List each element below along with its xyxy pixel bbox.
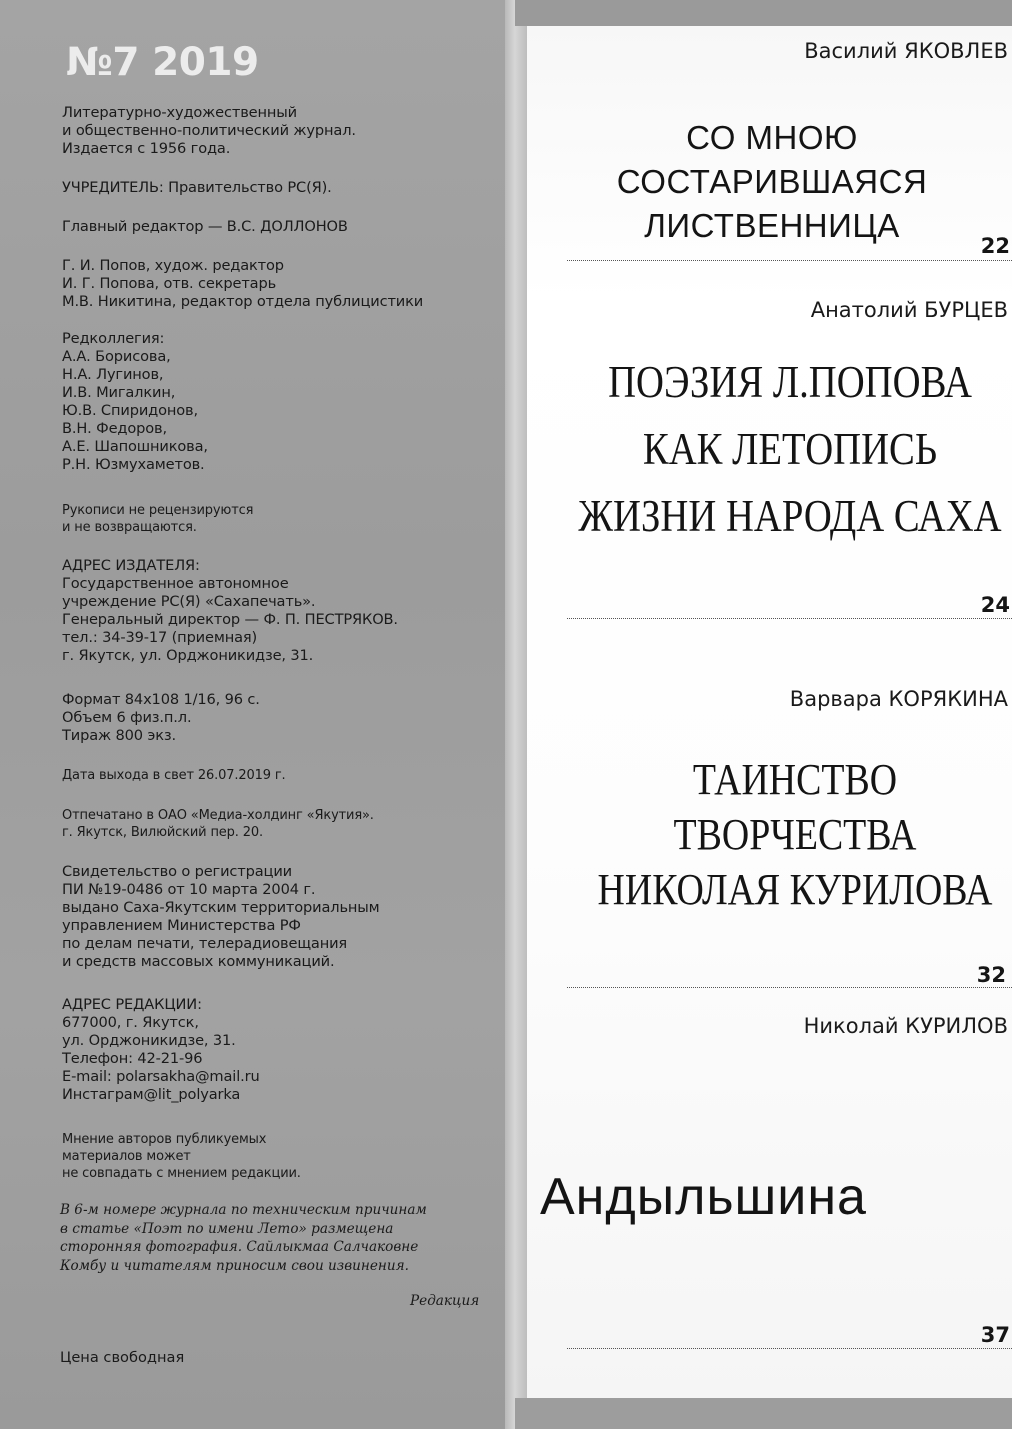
article-title [522, 116, 1012, 248]
disclaimer-line: материалов может [62, 1149, 191, 1164]
article-title: Андыльшина [540, 1168, 867, 1226]
manuscripts-note [62, 502, 502, 536]
board-line: В.Н. Федоров, [62, 420, 167, 437]
description-line: и общественно-политический журнал. [62, 122, 356, 139]
format-line: Формат 84х108 1/16, 96 с. [62, 691, 260, 708]
title-line: ЖИЗНИ НАРОДА САХА [578, 491, 1002, 541]
board-line: Ю.В. Спиридонов, [62, 402, 198, 419]
notice-line: В 6-м номере журнала по техническим причинам [60, 1202, 427, 1218]
board-line: А.А. Борисова, [62, 348, 171, 365]
board-line: И.В. Мигалкин, [62, 384, 176, 401]
editorial-instagram: Инстаграм@lit_polyarka [62, 1086, 241, 1103]
page-number: 32 [976, 963, 1006, 987]
title-line: ЛИСТВЕННИЦА [644, 207, 900, 244]
author-name: Варвара КОРЯКИНА [789, 687, 1008, 711]
notice-line: Комбу и читателям приносим свои извинения. [60, 1257, 409, 1274]
title-line: ПОЭЗИЯ Л.ПОПОВА [608, 357, 972, 407]
founder-line: УЧРЕДИТЕЛЬ: Правительство РС(Я). [62, 179, 332, 196]
title-line: СО МНОЮ [686, 119, 858, 156]
author-name: Василий ЯКОВЛЕВ [804, 39, 1008, 63]
format-line: Объем 6 физ.п.л. [62, 709, 192, 726]
editorial-address-line: АДРЕС РЕДАКЦИИ: [62, 996, 202, 1013]
printed-line: Отпечатано в ОАО «Медиа-холдинг «Якутия». [62, 808, 374, 823]
dotted-leader [567, 260, 1012, 261]
staff-line: М.В. Никитина, редактор отдела публицистики [62, 293, 424, 310]
editorial-address-line: Телефон: 42-21-96 [62, 1050, 203, 1067]
correction-notice [60, 1201, 500, 1275]
registration-line: Свидетельство о регистрации [62, 863, 292, 880]
format-line: Тираж 800 экз. [62, 727, 177, 744]
registration-line: по делам печати, телерадиовещания [62, 935, 348, 952]
board-line: Р.Н. Юзмухаметов. [62, 456, 205, 473]
staff-line: Г. И. Попов, худож. редактор [62, 257, 284, 274]
article-title [580, 752, 1010, 917]
staff-line: И. Г. Попова, отв. секретарь [62, 275, 277, 292]
publisher-line: учреждение РС(Я) «Сахапечать». [62, 593, 316, 610]
article-title [575, 349, 1005, 550]
board-line: А.Е. Шапошникова, [62, 438, 208, 455]
editorial-staff [62, 257, 502, 311]
registration-line: ПИ №19-0486 от 10 марта 2004 г. [62, 881, 316, 898]
title-line: НИКОЛАЯ КУРИЛОВА [597, 865, 993, 914]
editorial-address-line: 677000, г. Якутск, [62, 1014, 199, 1031]
dotted-leader [567, 618, 1012, 619]
page-number: 37 [980, 1323, 1010, 1347]
disclaimer-line: Мнение авторов публикуемых [62, 1132, 267, 1147]
notice-signature: Редакция [410, 1293, 480, 1309]
publisher-line: АДРЕС ИЗДАТЕЛЯ: [62, 557, 200, 574]
registration-line: выдано Саха-Якутским территориальным [62, 899, 380, 916]
disclaimer-line: не совпадать с мнением редакции. [62, 1166, 301, 1181]
manuscripts-line: и не возвращаются. [62, 520, 197, 535]
release-date [62, 767, 502, 784]
founder [62, 179, 502, 197]
editor-line: Главный редактор — В.С. ДОЛЛОНОВ [62, 218, 348, 235]
editorial-board [62, 330, 502, 474]
registration-line: и средств массовых коммуникаций. [62, 953, 335, 970]
print-format [62, 691, 502, 745]
publisher-line: Государственное автономное [62, 575, 289, 592]
page-number: 24 [980, 593, 1010, 617]
bottom-margin [515, 1398, 1012, 1429]
notice-line: в статье «Поэт по имени Лето» размещена [60, 1220, 394, 1237]
editorial-address-line: ул. Орджоникидзе, 31. [62, 1032, 236, 1049]
release-date-line: Дата выхода в свет 26.07.2019 г. [62, 768, 286, 783]
page-number: 22 [980, 234, 1010, 258]
author-name: Николай КУРИЛОВ [803, 1014, 1008, 1038]
publisher-line: Генеральный директор — Ф. П. ПЕСТРЯКОВ. [62, 611, 398, 628]
publisher-line: тел.: 34-39-17 (приемная) [62, 629, 258, 646]
publisher-address [62, 557, 502, 665]
journal-description [62, 104, 502, 158]
registration-certificate [62, 863, 502, 971]
description-line: Издается с 1956 года. [62, 140, 231, 157]
registration-line: управлением Министерства РФ [62, 917, 301, 934]
disclaimer [62, 1131, 502, 1182]
title-line: ТВОРЧЕСТВА [673, 810, 917, 859]
editor-in-chief [62, 218, 502, 236]
top-margin [515, 0, 1012, 26]
price: Цена свободная [60, 1349, 185, 1366]
dotted-leader [567, 987, 1012, 988]
manuscripts-line: Рукописи не рецензируются [62, 503, 254, 518]
description-line: Литературно-художественный [62, 104, 297, 121]
editorial-address [62, 996, 502, 1104]
publisher-line: г. Якутск, ул. Орджоникидзе, 31. [62, 647, 314, 664]
board-line: Н.А. Лугинов, [62, 366, 164, 383]
printed-line: г. Якутск, Вилюйский пер. 20. [62, 825, 263, 840]
printing-house [62, 807, 502, 841]
editorial-email: E-mail: polarsakha@mail.ru [62, 1068, 260, 1085]
dotted-leader [567, 1348, 1012, 1349]
title-line: КАК ЛЕТОПИСЬ [642, 424, 938, 474]
board-line: Редколлегия: [62, 330, 165, 347]
title-line: СОСТАРИВШАЯСЯ [616, 163, 928, 200]
issue-number: №7 2019 [66, 40, 259, 85]
notice-line: сторонняя фотография. Сайлыкмаа Салчаковне [60, 1239, 419, 1255]
title-line: ТАИНСТВО [692, 755, 898, 804]
author-name: Анатолий БУРЦЕВ [810, 298, 1008, 322]
